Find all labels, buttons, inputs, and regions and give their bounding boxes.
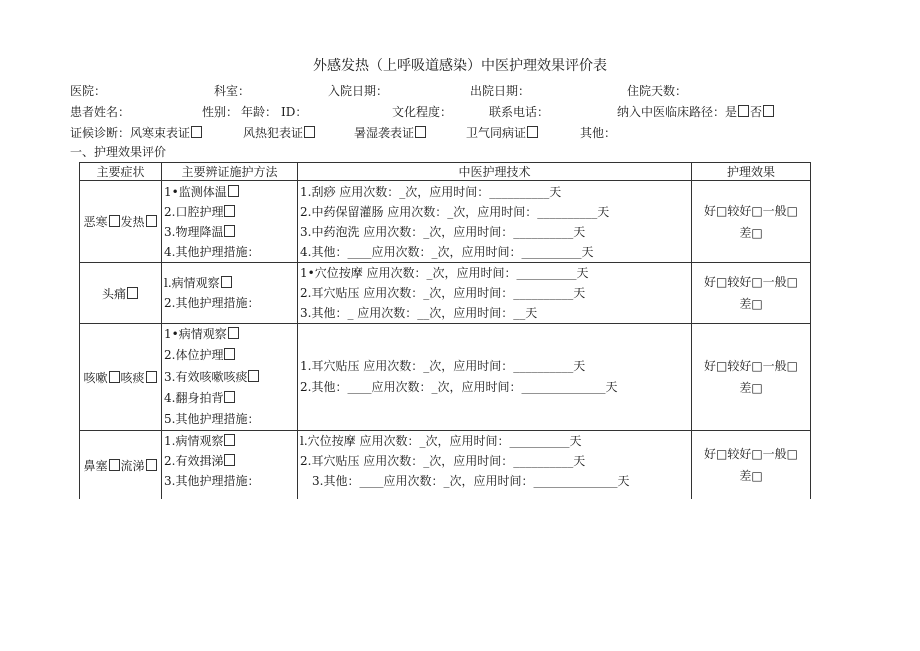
method-label: 2.有效揖涕 bbox=[164, 454, 224, 469]
method-label: 1•病情观察 bbox=[164, 327, 227, 341]
symptom-label: 头痛 bbox=[101, 286, 126, 301]
symptom-checkbox[interactable] bbox=[109, 215, 120, 227]
methods-cell bbox=[162, 263, 298, 324]
method-checkbox[interactable] bbox=[224, 348, 235, 360]
method-checkbox[interactable] bbox=[228, 327, 239, 339]
diagnosis-other-label: 其他： bbox=[580, 126, 617, 140]
diagnosis-opt3-checkbox[interactable] bbox=[415, 126, 426, 138]
table-row bbox=[80, 263, 811, 324]
method-item bbox=[162, 182, 297, 202]
patient-name-label: 患者姓名： bbox=[70, 105, 131, 119]
pathway-no-label: 否 bbox=[750, 105, 763, 119]
symptom-checkbox[interactable] bbox=[146, 215, 157, 227]
table-row bbox=[80, 181, 811, 263]
effect-cell bbox=[692, 181, 811, 263]
method-label: 3.物理降温 bbox=[164, 224, 224, 239]
method-checkbox[interactable] bbox=[221, 276, 232, 288]
method-label: 1.病情观察 bbox=[164, 434, 224, 449]
effect-options-poor[interactable]: 差□ bbox=[739, 297, 763, 311]
methods-cell bbox=[162, 431, 298, 499]
effect-options[interactable]: 好□较好□一般□ bbox=[703, 203, 798, 218]
stay-days-label: 住院天数： bbox=[627, 84, 688, 98]
diagnosis-opt4-label: 卫气同病证 bbox=[466, 126, 527, 140]
technique-item: 1•穴位按摩 应用次数：_次，应用时间：__________天 bbox=[300, 266, 589, 280]
method-checkbox[interactable] bbox=[224, 225, 235, 237]
phone-label: 联系电话： bbox=[489, 105, 550, 119]
techniques-cell bbox=[298, 324, 692, 431]
effect-options[interactable]: 好□较好□一般□ bbox=[703, 275, 798, 289]
method-item bbox=[162, 273, 297, 293]
symptom-checkbox[interactable] bbox=[109, 371, 120, 383]
symptom-label: 恶寒 bbox=[83, 215, 108, 229]
method-checkbox[interactable] bbox=[248, 370, 259, 382]
technique-item: 4.其他：____应用次数：_次，应用时间：__________天 bbox=[300, 244, 594, 259]
header-effect: 护理效果 bbox=[692, 163, 811, 181]
effect-options[interactable]: 好□较好□一般□ bbox=[703, 359, 798, 374]
symptom-checkbox[interactable] bbox=[109, 459, 120, 471]
diagnosis-opt2-checkbox[interactable] bbox=[304, 126, 315, 138]
technique-item: 1.耳穴贴压 应用次数：_次，应用时间：__________天 bbox=[300, 359, 586, 374]
effect-cell bbox=[692, 324, 811, 431]
table-row bbox=[80, 431, 811, 499]
diagnosis-opt1-checkbox[interactable] bbox=[191, 126, 202, 138]
method-item: 3.其他护理措施： bbox=[164, 474, 260, 489]
method-item: 2.其他护理措施： bbox=[164, 296, 260, 310]
effect-options[interactable]: 好□较好□一般□ bbox=[703, 447, 798, 462]
hospital-label: 医院： bbox=[70, 84, 107, 98]
symptom-label: 流涕 bbox=[120, 458, 145, 473]
technique-item: 3.其他：_ 应用次数：__次，应用时间：__天 bbox=[300, 306, 538, 320]
method-item bbox=[162, 202, 297, 222]
techniques-cell bbox=[298, 431, 692, 499]
symptom-checkbox[interactable] bbox=[146, 371, 157, 383]
diagnosis-opt1-label: 风寒束表证 bbox=[130, 126, 191, 140]
technique-item: 2.耳穴贴压 应用次数：_次，应用时间：__________天 bbox=[300, 286, 586, 300]
method-item bbox=[162, 431, 297, 451]
pathway-label: 纳入中医临床路径： bbox=[617, 105, 726, 119]
clinical-pathway bbox=[617, 103, 775, 120]
gender-label: 性别： bbox=[202, 105, 239, 119]
symptom-checkbox[interactable] bbox=[127, 287, 138, 299]
diagnosis-opt2-label: 风热犯表证 bbox=[243, 126, 304, 140]
diagnosis-opt4-checkbox[interactable] bbox=[527, 126, 538, 138]
methods-cell bbox=[162, 324, 298, 431]
method-item bbox=[162, 451, 297, 471]
effect-options-poor[interactable]: 差□ bbox=[739, 225, 763, 240]
method-label: l.病情观察 bbox=[164, 276, 220, 290]
method-item: 4.其他护理措施： bbox=[164, 244, 260, 259]
method-checkbox[interactable] bbox=[224, 454, 235, 466]
technique-item: 1.刮痧 应用次数：_次，应用时间：__________天 bbox=[300, 184, 562, 199]
effect-cell bbox=[692, 263, 811, 324]
method-label: 1•监测体温 bbox=[164, 184, 227, 199]
method-item bbox=[162, 388, 297, 409]
header-symptom: 主要症状 bbox=[80, 163, 162, 181]
method-label: 2.体位护理 bbox=[164, 348, 224, 363]
technique-item: l.穴位按摩 应用次数：_次，应用时间：__________天 bbox=[300, 434, 582, 449]
education-label: 文化程度： bbox=[392, 105, 453, 119]
diagnosis-opt3-label: 暑湿袭表证 bbox=[354, 126, 415, 140]
symptom-label: 咳嗽 bbox=[83, 370, 108, 385]
symptom-cell bbox=[80, 181, 162, 263]
method-item bbox=[162, 367, 297, 388]
diagnosis-opt2 bbox=[243, 124, 316, 141]
technique-item: 3.其他：____应用次数：_次，应用时间：______________天 bbox=[312, 474, 630, 489]
method-label: 2.口腔护理 bbox=[164, 204, 224, 219]
pathway-yes-checkbox[interactable] bbox=[738, 105, 749, 117]
section-heading: 一、护理效果评价 bbox=[70, 145, 167, 159]
age-label: 年龄： bbox=[241, 105, 278, 119]
effect-cell bbox=[692, 431, 811, 499]
department-label: 科室： bbox=[214, 84, 251, 98]
method-checkbox[interactable] bbox=[224, 205, 235, 217]
method-item: 5.其他护理措施： bbox=[164, 412, 260, 427]
symptom-label: 发热 bbox=[120, 215, 145, 229]
symptom-checkbox[interactable] bbox=[146, 459, 157, 471]
methods-cell bbox=[162, 181, 298, 263]
pathway-no-checkbox[interactable] bbox=[763, 105, 774, 117]
header-techniques: 中医护理技术 bbox=[298, 163, 692, 181]
pathway-yes-label: 是 bbox=[725, 105, 738, 119]
symptom-cell bbox=[80, 263, 162, 324]
technique-item: 2.其他：____应用次数：_次，应用时间：______________天 bbox=[300, 380, 618, 395]
effect-options-poor[interactable]: 差□ bbox=[739, 469, 763, 484]
method-checkbox[interactable] bbox=[228, 185, 239, 197]
discharge-date-label: 出院日期： bbox=[470, 84, 531, 98]
form-title: 外感发热（上呼吸道感染）中医护理效果评价表 bbox=[313, 58, 607, 74]
table-header-row bbox=[80, 163, 811, 181]
admission-date-label: 入院日期： bbox=[328, 84, 389, 98]
techniques-cell bbox=[298, 263, 692, 324]
symptom-label: 鼻塞 bbox=[83, 458, 108, 473]
method-item bbox=[162, 345, 297, 366]
symptom-label: 咳痰 bbox=[120, 370, 145, 385]
evaluation-table bbox=[79, 162, 811, 499]
symptom-cell bbox=[80, 431, 162, 499]
header-methods: 主要辨证施护方法 bbox=[162, 163, 298, 181]
method-checkbox[interactable] bbox=[224, 434, 235, 446]
technique-item: 2.中药保留灌肠 应用次数：_次，应用时间：__________天 bbox=[300, 204, 610, 219]
techniques-cell bbox=[298, 181, 692, 263]
method-checkbox[interactable] bbox=[224, 391, 235, 403]
symptom-cell bbox=[80, 324, 162, 431]
method-label: 3.有效咳嗽咳痰 bbox=[164, 369, 248, 384]
diagnosis-row bbox=[70, 124, 203, 141]
diagnosis-opt4 bbox=[466, 124, 539, 141]
method-label: 4.翻身拍背 bbox=[164, 390, 224, 405]
method-item bbox=[162, 324, 297, 345]
technique-item: 2.耳穴贴压 应用次数：_次，应用时间：__________天 bbox=[300, 454, 586, 469]
diagnosis-opt3 bbox=[354, 124, 427, 141]
method-item bbox=[162, 222, 297, 242]
effect-options-poor[interactable]: 差□ bbox=[739, 381, 763, 396]
technique-item: 3.中药泡洗 应用次数：_次，应用时间：__________天 bbox=[300, 224, 586, 239]
diagnosis-label: 证候诊断： bbox=[70, 126, 131, 140]
table-row bbox=[80, 324, 811, 431]
id-label: ID： bbox=[281, 105, 308, 119]
